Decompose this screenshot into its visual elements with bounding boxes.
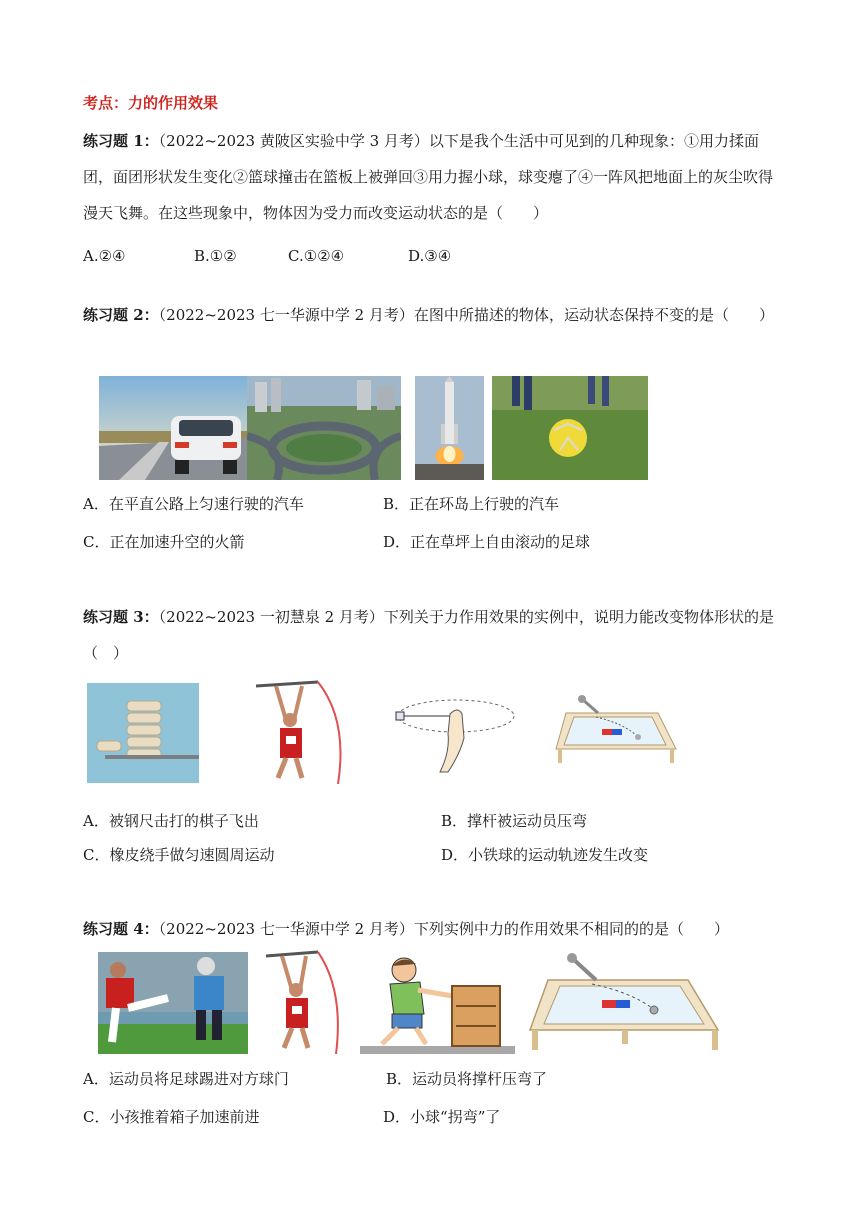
q1-option-b: B.①②: [194, 247, 237, 265]
soccer-ball-grass-image: [492, 376, 648, 480]
q3-option-b: B．撑杆被运动员压弯: [441, 812, 588, 830]
rocket-launch-image: [415, 376, 484, 480]
question-3-text: （2022~2023 一初慧泉 2 月考）下列关于力作用效果的实例中，说明力能改变物体形状的是（ ）: [83, 608, 774, 662]
pole-vault-image-q3: [250, 680, 350, 784]
question-2-text: （2022~2023 七一华源中学 2 月考）在图中所描述的物体，运动状态保持不变的是（ ）: [158, 306, 774, 324]
chess-pieces-image: [87, 683, 199, 783]
topic-heading: 考点：力的作用效果: [83, 94, 219, 112]
q4-option-d: D．小球“拐弯”了: [383, 1108, 501, 1126]
q4-option-a: A．运动员将足球踢进对方球门: [83, 1070, 289, 1088]
q2-option-c: C．正在加速升空的火箭: [83, 533, 245, 551]
q3-option-d: D．小铁球的运动轨迹发生改变: [441, 846, 649, 864]
child-pushing-box-image: [360, 952, 515, 1054]
magnet-ball-table-image-q3: [552, 693, 680, 769]
q1-option-c: C.①②④: [288, 247, 345, 265]
magnet-ball-table-image-q4: [526, 950, 724, 1056]
q4-option-b: B．运动员将撑杆压弯了: [386, 1070, 548, 1088]
question-4-text: （2022~2023 七一华源中学 2 月考）下列实例中力的作用效果不相同的的是（ ）: [158, 920, 729, 938]
q2-option-a: A．在平直公路上匀速行驶的汽车: [83, 495, 304, 513]
question-4-label: 练习题 4：: [83, 920, 159, 938]
q4-option-c: C．小孩推着箱子加速前进: [83, 1108, 260, 1126]
question-4: [83, 911, 783, 947]
q2-option-d: D．正在草坪上自由滚动的足球: [383, 533, 591, 551]
question-2-label: 练习题 2：: [83, 306, 159, 324]
q2-option-b: B．正在环岛上行驶的汽车: [383, 495, 560, 513]
question-3: [83, 599, 783, 671]
q3-option-a: A．被钢尺击打的棋子飞出: [83, 812, 259, 830]
eraser-circular-motion-image: [388, 688, 518, 774]
q3-option-c: C．橡皮绕手做匀速圆周运动: [83, 846, 275, 864]
pole-vault-image-q4: [262, 950, 346, 1054]
question-1: [83, 123, 783, 231]
question-1-text: （2022~2023 黄陂区实验中学 3 月考）以下是我个生活中可见到的几种现象：①用力揉面团，面团形状发生变化②篮球撞击在篮板上被弹回③用力握小球，球变瘪了④一阵风把地面上的灰尘吹得漫天飞舞。在这些现象中，物体因为受力而改变运动状态的是（ ）: [83, 132, 774, 222]
question-2: [83, 297, 783, 333]
q1-option-a: A.②④: [83, 247, 126, 265]
question-3-label: 练习题 3：: [83, 608, 159, 626]
q1-option-d: D.③④: [408, 247, 452, 265]
car-highway-image: [99, 376, 247, 480]
roundabout-image: [247, 376, 401, 480]
soccer-kick-image: [98, 952, 248, 1054]
question-1-label: 练习题 1：: [83, 132, 159, 150]
